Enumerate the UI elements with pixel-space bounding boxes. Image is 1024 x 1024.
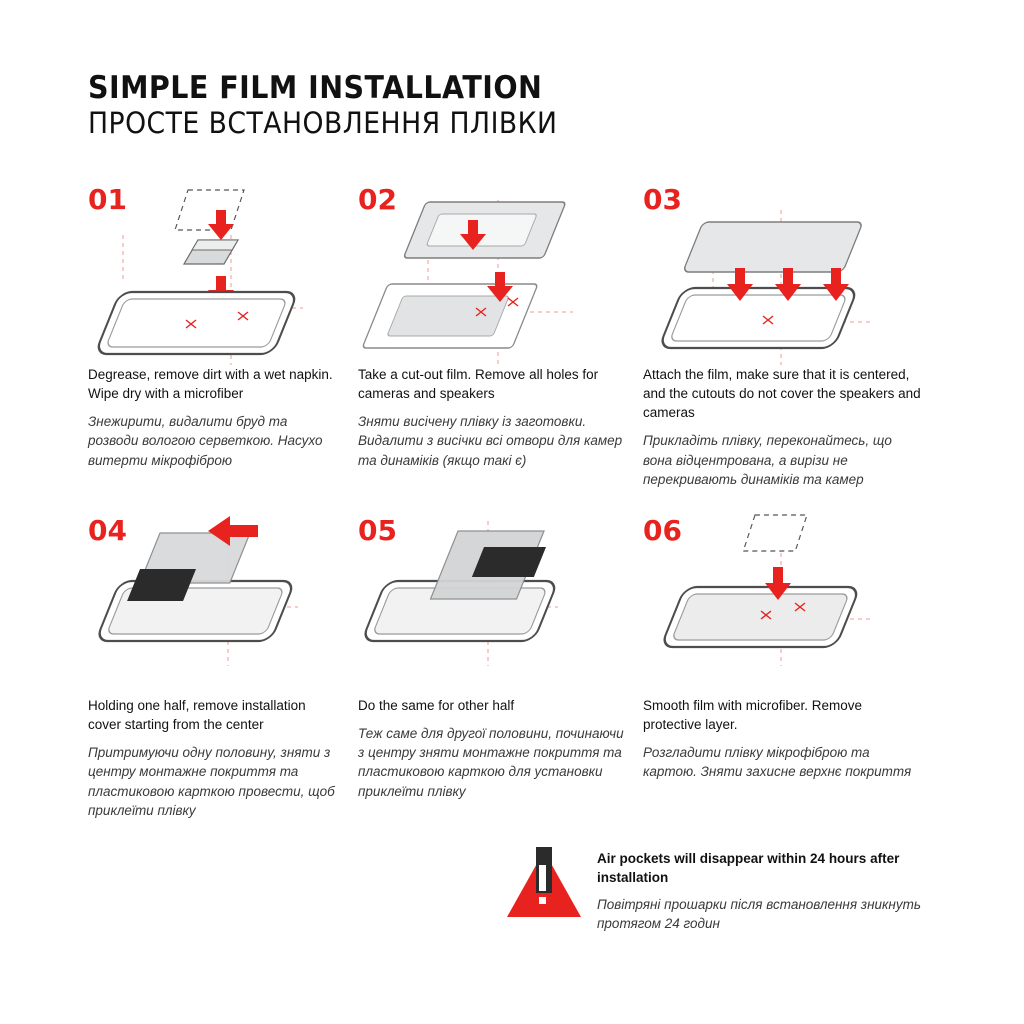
footer-note [505,845,935,934]
warning-triangle-icon [505,845,583,928]
step-text-en: Do the same for other half [358,697,515,713]
page-title-ua: ПРОСТЕ ВСТАНОВЛЕННЯ ПЛІВКИ [88,105,558,140]
step-02 [358,180,643,489]
step-illustration-02 [358,180,643,365]
step-04 [88,511,358,820]
step-number: 03 [643,183,682,216]
step-caption-04 [88,696,340,820]
step-text-ua: Притримуючи одну половину, зняти з центру монтажне покриття та пластиковою карткою провести, щоб приклеїти плівку [88,745,335,818]
step-caption-01 [88,365,340,470]
footer-text-ua: Повітряні прошарки після встановлення зникнуть протягом 24 годин [597,897,921,932]
step-text-ua: Зняти висічену плівку із заготовки. Видалити з висічки всі отвори для камер та динаміків (якщо такі є) [358,414,623,468]
step-text-ua: Прикладіть плівку, переконайтесь, що вона відцентрована, а вирізи не перекривають динаміків та камер [643,433,892,487]
step-06 [643,511,936,820]
footer-text-en: Air pockets will disappear within 24 hours after installation [597,851,900,886]
footer-text [583,845,935,934]
step-text-ua: Теж саме для другої половини, починаючи з центру зняти монтажне покриття та пластиковою карткою для установки приклеїти плівку [358,726,624,799]
page-title-en: SIMPLE FILM INSTALLATION [88,70,543,106]
step-text-en: Smooth film with microfiber. Remove protective layer. [643,697,863,733]
step-text-ua: Знежирити, видалити бруд та розводи вологою серветкою. Насухо витерти мікрофіброю [88,414,323,468]
step-caption-06 [643,696,921,782]
step-05 [358,511,643,820]
step-03 [643,180,936,489]
step-text-en: Attach the film, make sure that it is centered, and the cutouts do not cover the speakers and cameras [643,367,921,421]
step-caption-03 [643,365,921,489]
step-01 [88,180,358,489]
header [88,72,788,139]
step-number: 06 [643,513,682,547]
step-illustration-06 [643,511,936,696]
step-illustration-04 [88,511,358,696]
step-text-en: Degrease, remove dirt with a wet napkin. Wipe dry with a microfiber [88,367,333,402]
step-number: 01 [88,183,127,216]
step-text-ua: Розгладити плівку мікрофіброю та картою. Зняти захисне верхнє покриття [643,745,912,780]
step-number: 02 [358,183,397,216]
step-text-en: Holding one half, remove installation cover starting from the center [88,697,306,733]
step-number: 04 [88,513,127,547]
step-number: 05 [358,513,397,547]
step-text-en: Take a cut-out film. Remove all holes for cameras and speakers [358,367,599,402]
steps-grid [88,180,936,820]
step-illustration-01 [88,180,358,365]
step-caption-02 [358,365,624,470]
step-caption-05 [358,696,624,801]
step-illustration-03 [643,180,936,365]
step-illustration-05 [358,511,643,696]
